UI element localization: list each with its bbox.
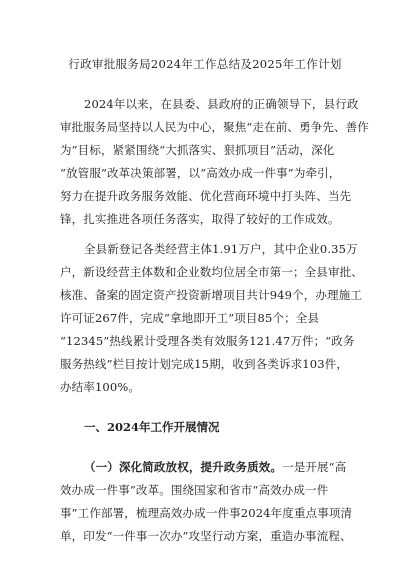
subsection-line: 单，印发“一件事一次办”攻坚行动方案，重造办事流程、 bbox=[60, 529, 352, 543]
intro-line: 努力在提升政务服务效能、优化营商环境中打头阵、当先 bbox=[60, 189, 352, 203]
subsection-line: 效办成一件事”改革。围绕国家和省市“高效办成一件 bbox=[60, 483, 329, 497]
stats-line: 服务热线”栏目按计划完成15期，收到各类诉求103件， bbox=[60, 357, 349, 371]
subsection-first-line bbox=[84, 459, 360, 475]
intro-line: 审批服务局坚持以人民为中心，聚焦“走在前、勇争先、善作 bbox=[60, 120, 369, 134]
stats-line: 办结率100%。 bbox=[60, 380, 141, 394]
stats-line: “12345”热线累计受理各类有效服务121.47万件；“政务 bbox=[60, 334, 355, 348]
document-title: 行政审批服务局2024年工作总结及2025年工作计划 bbox=[68, 57, 342, 71]
subsection-heading: （一）深化简政放权，提升政务质效。 bbox=[84, 460, 283, 474]
subsection-text: 一是开展“高 bbox=[282, 460, 347, 474]
intro-line: “放管服”改革决策部署，以“高效办成一件事”为牵引， bbox=[60, 166, 341, 180]
intro-line: 锋，扎实推进各项任务落实，取得了较好的工作成效。 bbox=[60, 212, 340, 226]
subsection-line: 事”工作部署，梳理高效办成一件事2024年度重点事项清 bbox=[60, 506, 353, 520]
section-heading: 一、2024年工作开展情况 bbox=[84, 420, 220, 434]
stats-line: 核准、备案的固定资产投资新增项目共计949个，办理施工 bbox=[60, 288, 362, 302]
stats-line: 户，新设经营主体数和企业数均位居全市第一；全县审批、 bbox=[60, 265, 363, 279]
stats-line: 许可证267件，完成“拿地即开工”项目85个；全县 bbox=[60, 311, 320, 325]
intro-line: 2024年以来，在县委、县政府的正确领导下，县行政 bbox=[84, 97, 359, 111]
intro-line: 为”目标，紧紧围绕“大抓落实、狠抓项目”活动，深化 bbox=[60, 143, 335, 157]
stats-line: 全县新登记各类经营主体1.91万户，其中企业0.35万 bbox=[84, 242, 358, 256]
